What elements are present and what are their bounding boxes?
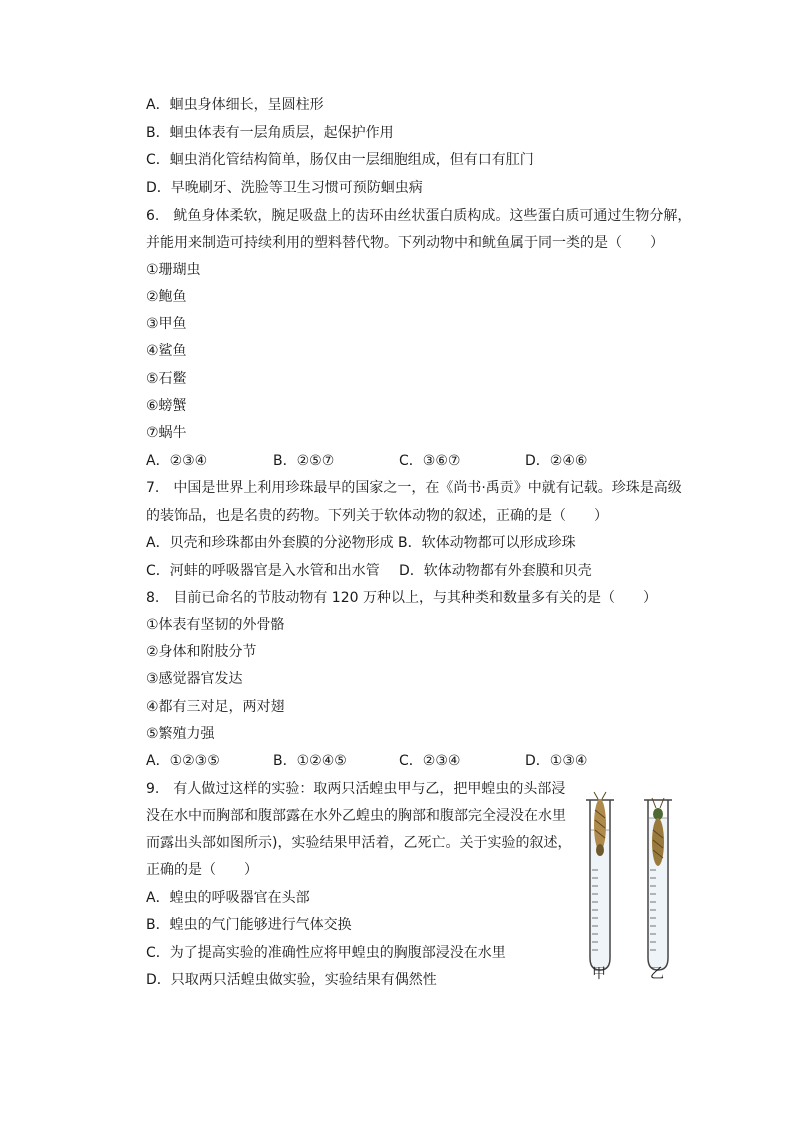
q9-option-d: D．只取两只活蝗虫做实验，实验结果有偶然性 [146,972,437,988]
q6-option-c: C．③⑥⑦ [399,453,461,469]
q7-stem-line1: 7. 中国是世界上利用珍珠最早的国家之一，在《尚书·禹贡》中就有记载。珍珠是高级 [146,480,682,496]
test-tubes-illustration [580,790,690,990]
q9-stem-line2: 没在水中而胸部和腹部露在水外乙蝗虫的胸部和腹部完全浸没在水里 [146,808,566,824]
q6-stem-line2: 并能用来制造可持续利用的塑料替代物。下列动物中和鱿鱼属于同一类的是（ ） [146,235,664,251]
test-tube-jia [586,792,614,970]
q8-option-a: A．①②③⑤ [146,753,220,769]
q8-item: ④都有三对足，两对翅 [146,699,285,715]
q6-item: ⑤石鳖 [146,371,187,387]
q6-item: ②鲍鱼 [146,289,187,305]
q9-stem-line1: 9. 有人做过这样的实验：取两只活蝗虫甲与乙，把甲蝗虫的头部浸 [146,781,566,797]
q9-option-a: A．蝗虫的呼吸器官在头部 [146,890,310,906]
q8-item: ②身体和附肢分节 [146,644,257,660]
locust-yi [652,798,664,866]
test-tube-yi [644,798,672,970]
tube-label-jia: 甲 [592,966,606,982]
tube-label-yi: 乙 [650,966,664,982]
q8-item: ⑤繁殖力强 [146,726,215,742]
q7-option-c: C．河蚌的呼吸器官是入水管和出水管 [146,563,380,579]
q7-stem-line2: 的装饰品，也是名贵的药物。下列关于软体动物的叙述，正确的是（ ） [146,508,608,524]
q5-option-d: D．早晚刷牙、洗脸等卫生习惯可预防蛔虫病 [146,180,423,196]
q9-test-tube-figure [580,790,690,990]
q9-option-c: C．为了提高实验的准确性应将甲蝗虫的胸腹部浸没在水里 [146,945,506,961]
q7-option-d: D．软体动物都有外套膜和贝壳 [399,563,592,579]
q7-options-ab: A．贝壳和珍珠都由外套膜的分泌物形成 B．软体动物都可以形成珍珠 [146,535,576,551]
q5-option-a: A．蛔虫身体细长，呈圆柱形 [146,97,324,113]
q5-option-b: B．蛔虫体表有一层角质层，起保护作用 [146,125,394,141]
q6-item: ⑦蜗牛 [146,425,187,441]
q6-option-d: D．②④⑥ [525,453,588,469]
q6-stem-line1: 6. 鱿鱼身体柔软，腕足吸盘上的齿环由丝状蛋白质构成。这些蛋白质可通过生物分解， [146,208,692,224]
q9-stem-line3: 而露出头部如图所示)，实验结果甲活着，乙死亡。关于实验的叙述， [146,835,572,851]
q8-option-d: D．①③④ [525,753,588,769]
q8-option-c: C．②③④ [399,753,461,769]
q6-item: ⑥螃蟹 [146,398,187,414]
q8-option-b: B．①②④⑤ [273,753,347,769]
q8-item: ①体表有坚韧的外骨骼 [146,617,285,633]
q6-item: ①珊瑚虫 [146,262,201,278]
q8-stem: 8. 目前已命名的节肢动物有 120 万种以上，与其种类和数量多有关的是（ ） [146,590,657,606]
q9-option-b: B．蝗虫的气门能够进行气体交换 [146,917,352,933]
q6-item: ④鲨鱼 [146,343,187,359]
q6-option-a: A．②③④ [146,453,208,469]
q5-option-c: C．蛔虫消化管结构简单，肠仅由一层细胞组成，但有口有肛门 [146,152,534,168]
q8-item: ③感觉器官发达 [146,671,243,687]
q9-stem-line4: 正确的是（ ） [146,862,258,878]
q6-item: ③甲鱼 [146,316,187,332]
q6-option-b: B．②⑤⑦ [273,453,335,469]
